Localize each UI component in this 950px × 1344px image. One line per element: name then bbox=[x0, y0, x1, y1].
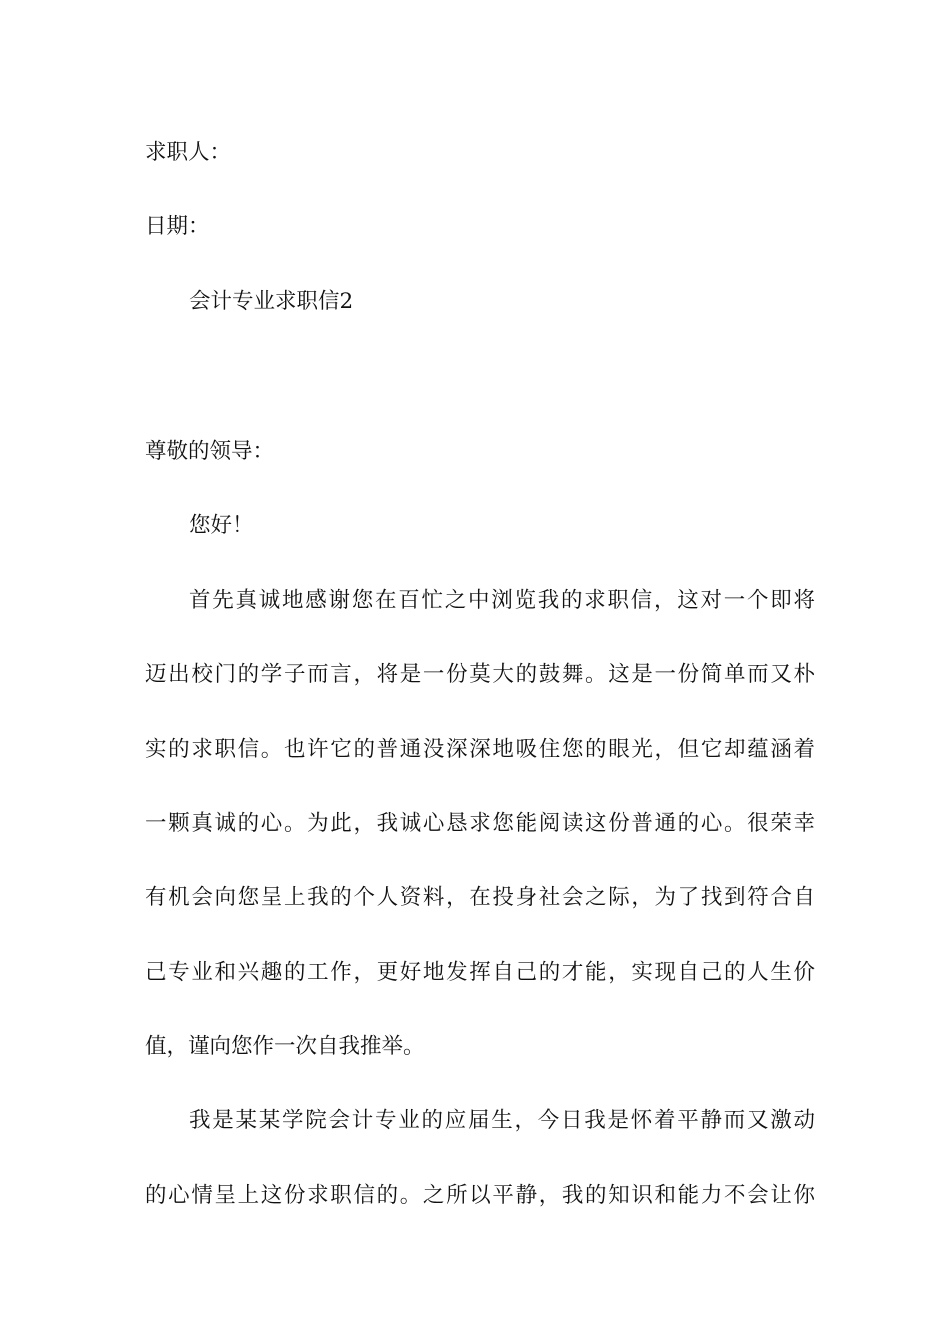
section-title: 会计专业求职信2 bbox=[189, 289, 354, 314]
paragraph-line: 迈出校门的学子而言，将是一份莫大的鼓舞。这是一份简单而又朴 bbox=[145, 662, 815, 687]
paragraph-line: 首先真诚地感谢您在百忙之中浏览我的求职信，这对一个即将 bbox=[189, 588, 815, 613]
date-label: 日期： bbox=[145, 214, 210, 239]
paragraph-line: 己专业和兴趣的工作，更好地发挥自己的才能，实现自己的人生价 bbox=[145, 960, 815, 985]
paragraph-line: 我是某某学院会计专业的应届生，今日我是怀着平静而又激动 bbox=[189, 1108, 815, 1133]
greeting: 您好！ bbox=[189, 513, 254, 538]
paragraph-line: 的心情呈上这份求职信的。之所以平静，我的知识和能力不会让你 bbox=[145, 1183, 815, 1208]
paragraph-line: 值，谨向您作一次自我推举。 bbox=[145, 1034, 425, 1059]
paragraph-line: 有机会向您呈上我的个人资料，在投身社会之际，为了找到符合自 bbox=[145, 885, 815, 910]
paragraph-line: 实的求职信。也许它的普通没深深地吸住您的眼光，但它却蕴涵着 bbox=[145, 737, 815, 762]
paragraph-line: 一颗真诚的心。为此，我诚心恳求您能阅读这份普通的心。很荣幸 bbox=[145, 811, 815, 836]
salutation: 尊敬的领导： bbox=[145, 439, 275, 464]
applicant-label: 求职人： bbox=[145, 140, 232, 165]
